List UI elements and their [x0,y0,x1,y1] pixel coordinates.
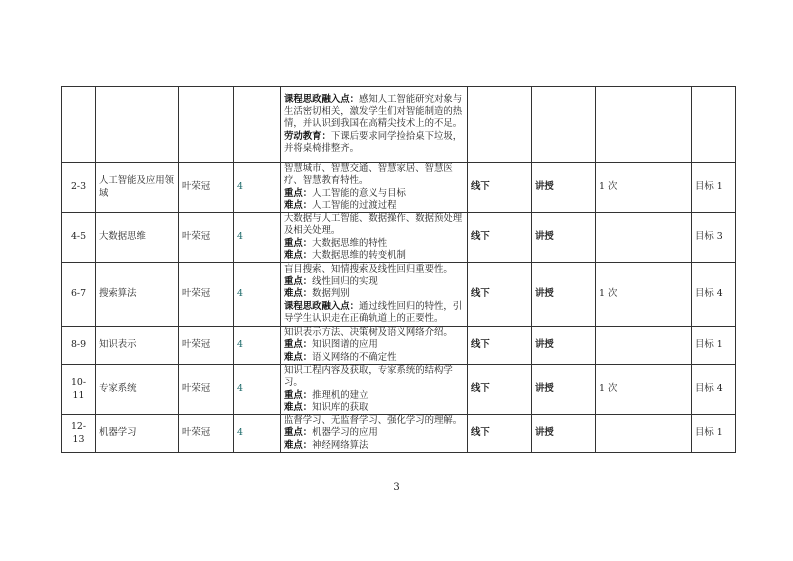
teacher-cell: 叶荣冠 [179,263,234,327]
content-text: 下课后要求同学捡拾桌下垃圾，并将桌椅排整齐。 [284,130,463,154]
content-line [284,339,464,351]
topic-cell: 搜索算法 [96,263,179,327]
content-line [284,250,464,262]
content-line [284,352,464,364]
content-text: 感知人工智能研究对象与生活密切相关，激发学生们对智能制造的热情，并认识到我国在高精尖技术上的不足。 [284,93,463,130]
content-cell [281,163,468,213]
content-label: 重点： [284,427,313,439]
hours-cell: 4 [234,327,281,365]
week-cell: 2-3 [62,163,96,213]
topic-cell: 大数据思维 [96,213,179,263]
content-text: 知识工程内容及获取，专家系统的结构学习。 [284,365,453,389]
hours-cell: 4 [234,213,281,263]
method-cell: 讲授 [532,327,596,365]
content-text: 盲目搜索、知情搜索及线性回归重要性。 [284,263,453,275]
content-text: 语义网络的不确定性 [312,351,397,363]
content-text: 智慧城市、智慧交通、智慧家居、智慧医疗、智慧教育特性。 [284,163,453,187]
mode-cell [468,87,532,163]
week-cell [62,87,96,163]
content-text: 大数据思维的转变机制 [312,249,406,261]
content-cell [281,263,468,327]
content-label: 重点： [284,276,313,288]
content-line [284,365,464,389]
frequency-cell [596,415,692,453]
content-label: 难点： [284,199,313,211]
content-line [284,264,464,276]
week-cell: 12-13 [62,415,96,453]
content-label: 重点： [284,237,313,249]
content-cell [281,87,468,163]
content-line [284,238,464,250]
table-row [62,87,736,163]
content-text: 大数据与人工智能、数据操作、数据预处理及相关处理。 [284,213,463,237]
goal-cell: 目标 3 [692,213,736,263]
content-text: 人工智能的过渡过程 [312,199,397,211]
teacher-cell: 叶荣冠 [179,415,234,453]
goal-cell: 目标 4 [692,365,736,415]
goal-cell: 目标 1 [692,327,736,365]
content-cell [281,365,468,415]
content-line [284,301,464,325]
teacher-cell: 叶荣冠 [179,327,234,365]
topic-cell: 人工智能及应用领域 [96,163,179,213]
mode-cell: 线下 [468,263,532,327]
mode-cell: 线下 [468,327,532,365]
content-line [284,131,464,155]
content-text: 人工智能的意义与目标 [312,187,406,199]
week-cell: 8-9 [62,327,96,365]
content-line [284,327,464,339]
method-cell: 讲授 [532,263,596,327]
content-line [284,200,464,212]
hours-cell: 4 [234,365,281,415]
week-cell: 10-11 [62,365,96,415]
content-label: 劳动教育： [284,130,331,142]
frequency-cell [596,327,692,365]
method-cell: 讲授 [532,163,596,213]
content-line [284,188,464,200]
mode-cell: 线下 [468,163,532,213]
content-label: 重点： [284,187,313,199]
schedule-body [62,87,736,453]
goal-cell: 目标 1 [692,163,736,213]
content-label: 重点： [284,389,313,401]
content-line [284,390,464,402]
topic-cell: 知识表示 [96,327,179,365]
content-text: 知识图谱的应用 [312,339,378,351]
teacher-cell: 叶荣冠 [179,365,234,415]
content-text: 线性回归的实现 [312,276,378,288]
hours-cell [234,87,281,163]
content-cell [281,415,468,453]
goal-cell: 目标 1 [692,415,736,453]
frequency-cell: 1 次 [596,163,692,213]
content-text: 神经网络算法 [312,439,369,451]
content-line [284,415,464,427]
mode-cell: 线下 [468,213,532,263]
content-text: 知识表示方法、决策树及语义网络介绍。 [284,327,453,339]
content-line [284,276,464,288]
content-text: 监督学习、无监督学习、强化学习的理解。 [284,415,463,427]
topic-cell: 机器学习 [96,415,179,453]
table-row [62,415,736,453]
table-row [62,365,736,415]
week-cell: 6-7 [62,263,96,327]
content-line [284,288,464,300]
schedule-table [61,86,736,453]
content-label: 难点： [284,249,313,261]
content-line [284,402,464,414]
hours-cell: 4 [234,163,281,213]
table-row [62,163,736,213]
content-line [284,213,464,237]
topic-cell: 专家系统 [96,365,179,415]
hours-cell: 4 [234,415,281,453]
table-row [62,327,736,365]
content-label: 重点： [284,339,313,351]
goal-cell: 目标 4 [692,263,736,327]
frequency-cell: 1 次 [596,365,692,415]
teacher-cell [179,87,234,163]
content-cell [281,213,468,263]
method-cell: 讲授 [532,213,596,263]
frequency-cell: 1 次 [596,263,692,327]
content-line [284,440,464,452]
mode-cell: 线下 [468,365,532,415]
mode-cell: 线下 [468,415,532,453]
method-cell: 讲授 [532,365,596,415]
content-label: 课程思政融入点： [284,300,360,312]
content-label: 课程思政融入点： [284,93,360,105]
teacher-cell: 叶荣冠 [179,213,234,263]
hours-cell: 4 [234,263,281,327]
content-cell [281,327,468,365]
content-text: 大数据思维的特性 [312,237,388,249]
content-text: 知识库的获取 [312,401,369,413]
teacher-cell: 叶荣冠 [179,163,234,213]
content-label: 难点： [284,351,313,363]
week-cell: 4-5 [62,213,96,263]
page-number: 3 [393,482,400,493]
content-label: 难点： [284,288,313,300]
topic-cell [96,87,179,163]
table-row [62,263,736,327]
content-text: 通过线性回归的特性，引导学生认识走在正确轨道上的正要性。 [284,300,463,324]
content-label: 难点： [284,439,313,451]
method-cell: 讲授 [532,415,596,453]
content-text: 推理机的建立 [312,389,369,401]
frequency-cell [596,87,692,163]
content-text: 机器学习的应用 [312,427,378,439]
frequency-cell [596,213,692,263]
goal-cell [692,87,736,163]
method-cell [532,87,596,163]
content-line [284,427,464,439]
content-line [284,94,464,131]
table-row [62,213,736,263]
content-line [284,163,464,187]
content-text: 数据判别 [312,288,350,300]
content-label: 难点： [284,401,313,413]
